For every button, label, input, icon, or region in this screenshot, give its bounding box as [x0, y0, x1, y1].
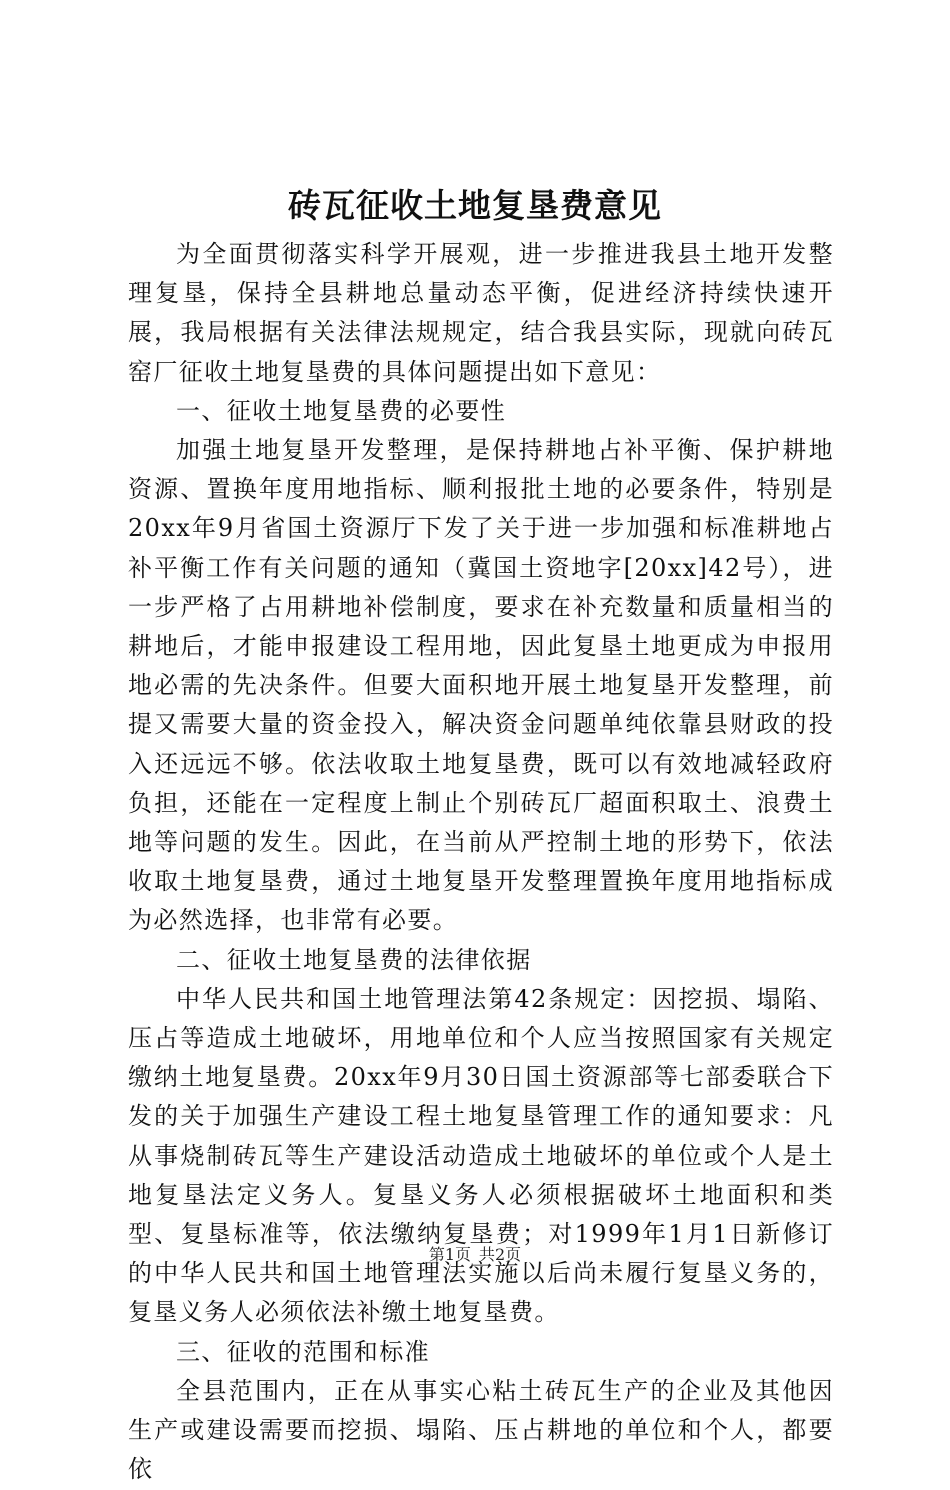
document-title: 砖瓦征收土地复垦费意见	[288, 186, 662, 225]
page-number-current: 第1页	[428, 1245, 471, 1264]
section-heading-1: 一、征收土地复垦费的必要性	[176, 396, 507, 425]
section-3-paragraph: 全县范围内，正在从事实心粘土砖瓦生产的企业及其他因生产或建设需要而挖损、塌陷、压占耕地的单位和个人，都要依	[128, 1376, 834, 1484]
page-footer	[0, 1244, 950, 1266]
page-number-total: 共2页	[479, 1245, 522, 1264]
document-body	[128, 235, 834, 1490]
intro-paragraph: 为全面贯彻落实科学开展观，进一步推进我县土地开发整理复垦，保持全县耕地总量动态平衡，促进经济持续快速开展，我局根据有关法律法规规定，结合我县实际，现就向砖瓦窑厂征收土地复垦费的具体问题提出如下意见：	[128, 240, 834, 386]
section-1-paragraph: 加强土地复垦开发整理，是保持耕地占补平衡、保护耕地资源、置换年度用地指标、顺利报批土地的必要条件，特别是20xx年9月省国土资源厅下发了关于进一步加强和标准耕地占补平衡工作有关问题的通知（冀国土资地字[20xx]42号），进一步严格了占用耕地补偿制度，要求在补充数量和质量相当的耕地后，才能申报建设工程用地，因此复垦土地更成为申报用地必需的先决条件。但要大面积地开展土地复垦开发整理，前提又需要大量的资金投入，解决资金问题单纯依靠县财政的投入还远远不够。依法收取土地复垦费，既可以有效地减轻政府负担，还能在一定程度上制止个别砖瓦厂超面积取土、浪费土地等问题的发生。因此，在当前从严控制土地的形势下，依法收取土地复垦费，通过土地复垦开发整理置换年度用地指标成为必然选择，也非常有必要。	[128, 436, 834, 935]
section-heading-2: 二、征收土地复垦费的法律依据	[176, 945, 532, 974]
section-2-paragraph: 中华人民共和国土地管理法第42条规定：因挖损、塌陷、压占等造成土地破坏，用地单位和个人应当按照国家有关规定缴纳土地复垦费。20xx年9月30日国土资源部等七部委联合下发的关于加强生产建设工程土地复垦管理工作的通知要求：凡从事烧制砖瓦等生产建设活动造成土地破坏的单位或个人是土地复垦法定义务人。复垦义务人必须根据破坏土地面积和类型、复垦标准等，依法缴纳复垦费；对1999年1月1日新修订的中华人民共和国土地管理法实施以后尚未履行复垦义务的，复垦义务人必须依法补缴土地复垦费。	[128, 984, 834, 1327]
section-heading-3: 三、征收的范围和标准	[176, 1337, 430, 1366]
